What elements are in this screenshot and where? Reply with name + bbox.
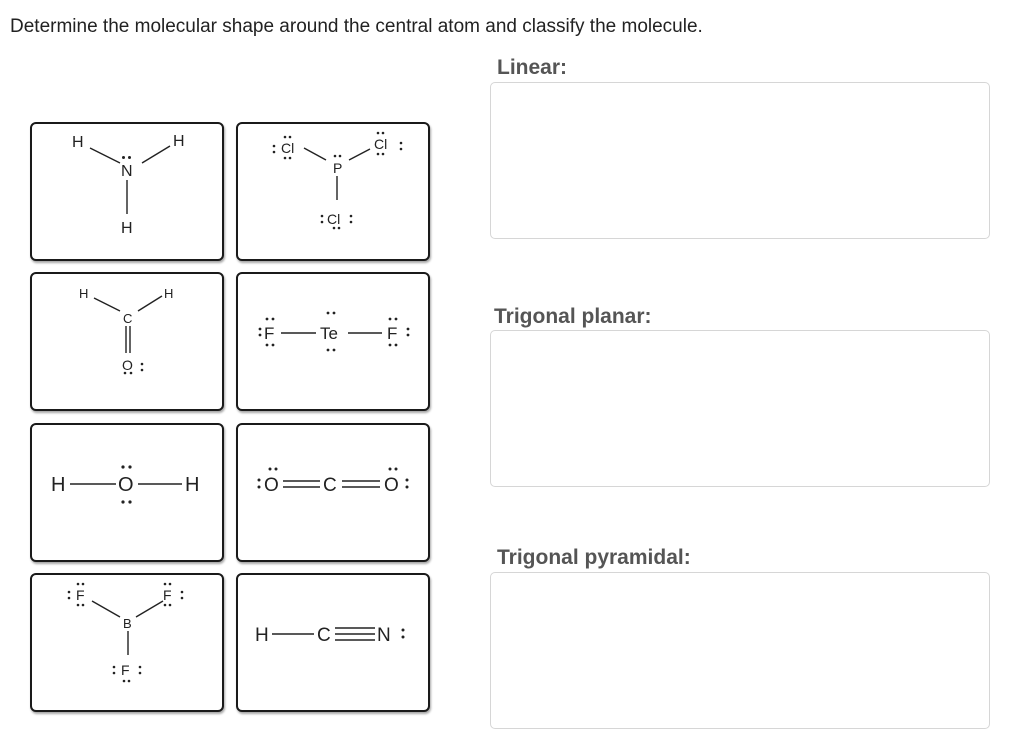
atom-cl-bottom: Cl [327, 211, 341, 227]
pcl3-lewis-structure [238, 124, 428, 259]
atom-f-top-left: F [76, 587, 85, 603]
molecule-card-h2o[interactable] [30, 423, 224, 562]
atom-h-top-left: H [79, 286, 89, 301]
bf3-lewis-structure [32, 575, 222, 710]
atom-o-right: O [384, 475, 399, 496]
molecule-card-nh3[interactable] [30, 122, 224, 261]
atom-h-right: H [185, 474, 200, 496]
atom-o-bottom: O [122, 357, 133, 373]
h2co-lewis-structure [32, 274, 222, 409]
atom-f-bottom: F [121, 662, 130, 678]
atom-h-left: H [255, 625, 269, 646]
trigonal-pyramidal-dropzone[interactable] [490, 572, 990, 729]
atom-cl-top-left: Cl [281, 140, 295, 156]
atom-cl-top-right: Cl [374, 136, 388, 152]
atom-f-right: F [387, 324, 398, 343]
atom-p-center: P [333, 160, 343, 176]
molecule-card-tef2[interactable] [236, 272, 430, 411]
co2-lewis-structure [238, 425, 428, 560]
atom-b-center: B [123, 616, 132, 631]
molecule-card-h2co[interactable] [30, 272, 224, 411]
trigonal-planar-label: Trigonal planar: [494, 305, 652, 328]
question-prompt: Determine the molecular shape around the central atom and classify the molecule. [10, 16, 703, 37]
atom-o-left: O [264, 475, 279, 496]
atom-n-center: N [121, 163, 133, 180]
atom-h-left: H [51, 474, 66, 496]
atom-h-top-left: H [72, 134, 84, 151]
atom-h-bottom: H [121, 220, 133, 237]
atom-c-center: C [317, 625, 331, 646]
atom-n-right: N [377, 625, 391, 646]
atom-o-center: O [118, 474, 134, 496]
molecule-card-pcl3[interactable] [236, 122, 430, 261]
atom-h-top-right: H [173, 133, 185, 150]
atom-te-center: Te [320, 324, 338, 343]
trigonal-pyramidal-label: Trigonal pyramidal: [497, 546, 691, 569]
tef2-lewis-structure [238, 274, 428, 409]
atom-f-left: F [264, 324, 275, 343]
molecule-card-hcn[interactable] [236, 573, 430, 712]
molecule-card-co2[interactable] [236, 423, 430, 562]
nh3-lewis-structure [32, 124, 222, 259]
atom-c-center: C [123, 311, 133, 326]
hcn-lewis-structure [238, 575, 428, 710]
h2o-lewis-structure [32, 425, 222, 560]
molecule-card-bf3[interactable] [30, 573, 224, 712]
atom-h-top-right: H [164, 286, 174, 301]
linear-label: Linear: [497, 56, 568, 79]
atom-c-center: C [323, 475, 337, 496]
trigonal-planar-dropzone[interactable] [490, 330, 990, 487]
atom-f-top-right: F [163, 587, 172, 603]
linear-dropzone[interactable] [490, 82, 990, 239]
